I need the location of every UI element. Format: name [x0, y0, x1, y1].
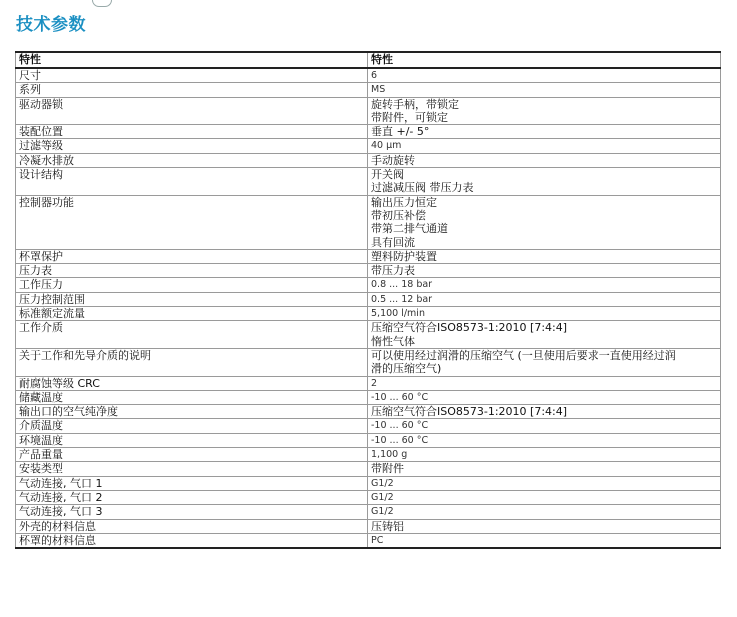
table-row — [16, 533, 721, 548]
table-row — [16, 195, 721, 249]
spec-label: 标准额定流量 — [16, 307, 368, 321]
spec-label: 杯罩的材料信息 — [16, 533, 368, 548]
spec-label: 输出口的空气纯净度 — [16, 405, 368, 419]
spec-value: 40 µm — [368, 139, 721, 153]
table-row — [16, 83, 721, 97]
spec-value: 5,100 l/min — [368, 307, 721, 321]
spec-label: 控制器功能 — [16, 195, 368, 249]
spec-value: 6 — [368, 68, 721, 83]
spec-label: 装配位置 — [16, 125, 368, 139]
spec-value: 手动旋转 — [368, 153, 721, 167]
spec-label: 驱动器锁 — [16, 97, 368, 125]
table-row — [16, 292, 721, 306]
spec-label: 安装类型 — [16, 462, 368, 476]
table-row — [16, 519, 721, 533]
spec-value: 带压力表 — [368, 264, 721, 278]
spec-value: 旋转手柄，带锁定 带附件，可锁定 — [368, 97, 721, 125]
spec-value: 压缩空气符合ISO8573-1:2010 [7:4:4] — [368, 405, 721, 419]
spec-table — [15, 51, 721, 549]
spec-value: PC — [368, 533, 721, 548]
spec-label: 尺寸 — [16, 68, 368, 83]
page-title: 技术参数 — [16, 15, 86, 35]
spec-label: 关于工作和先导介质的说明 — [16, 348, 368, 376]
spec-value: MS — [368, 83, 721, 97]
spec-value: G1/2 — [368, 476, 721, 490]
spec-label: 冷凝水排放 — [16, 153, 368, 167]
spec-label: 环境温度 — [16, 433, 368, 447]
table-row — [16, 490, 721, 504]
table-header-row — [16, 52, 721, 68]
spec-label: 压力控制范围 — [16, 292, 368, 306]
table-row — [16, 139, 721, 153]
spec-value: 压缩空气符合ISO8573-1:2010 [7:4:4] 惰性气体 — [368, 321, 721, 349]
table-row — [16, 307, 721, 321]
spec-value: 0.5 ... 12 bar — [368, 292, 721, 306]
spec-value: G1/2 — [368, 490, 721, 504]
table-row — [16, 376, 721, 390]
spec-label: 产品重量 — [16, 448, 368, 462]
spec-label: 储藏温度 — [16, 390, 368, 404]
table-row — [16, 448, 721, 462]
table-row — [16, 505, 721, 519]
column-header-feature: 特性 — [16, 52, 368, 68]
table-row — [16, 419, 721, 433]
spec-value: 塑料防护装置 — [368, 249, 721, 263]
table-row — [16, 405, 721, 419]
spec-value: 可以使用经过润滑的压缩空气 (一旦使用后要求一直使用经过润 滑的压缩空气) — [368, 348, 721, 376]
spec-label: 压力表 — [16, 264, 368, 278]
spec-label: 工作介质 — [16, 321, 368, 349]
spec-label: 气动连接, 气口 1 — [16, 476, 368, 490]
table-row — [16, 97, 721, 125]
spec-value: 垂直 +/- 5° — [368, 125, 721, 139]
table-row — [16, 390, 721, 404]
spec-value: -10 ... 60 °C — [368, 390, 721, 404]
spec-value: 带附件 — [368, 462, 721, 476]
spec-value: 2 — [368, 376, 721, 390]
spec-value: 压铸铝 — [368, 519, 721, 533]
table-row — [16, 433, 721, 447]
spec-value: 输出压力恒定 带初压补偿 带第二排气通道 具有回流 — [368, 195, 721, 249]
table-row — [16, 476, 721, 490]
spec-label: 杯罩保护 — [16, 249, 368, 263]
table-row — [16, 321, 721, 349]
spec-label: 气动连接, 气口 3 — [16, 505, 368, 519]
decorative-mark — [92, 0, 112, 7]
spec-label: 系列 — [16, 83, 368, 97]
spec-label: 工作压力 — [16, 278, 368, 292]
column-header-value: 特性 — [368, 52, 721, 68]
spec-value: -10 ... 60 °C — [368, 433, 721, 447]
spec-value: G1/2 — [368, 505, 721, 519]
spec-label: 过滤等级 — [16, 139, 368, 153]
spec-label: 外壳的材料信息 — [16, 519, 368, 533]
table-row — [16, 278, 721, 292]
spec-label: 介质温度 — [16, 419, 368, 433]
spec-value: 0.8 ... 18 bar — [368, 278, 721, 292]
table-row — [16, 249, 721, 263]
spec-label: 气动连接, 气口 2 — [16, 490, 368, 504]
table-row — [16, 462, 721, 476]
spec-value: -10 ... 60 °C — [368, 419, 721, 433]
spec-value: 1,100 g — [368, 448, 721, 462]
table-row — [16, 125, 721, 139]
table-row — [16, 348, 721, 376]
table-row — [16, 264, 721, 278]
spec-label: 耐腐蚀等级 CRC — [16, 376, 368, 390]
spec-value: 开关阀 过滤减压阀 带压力表 — [368, 168, 721, 196]
table-row — [16, 153, 721, 167]
table-row — [16, 168, 721, 196]
spec-table-body — [16, 68, 721, 548]
spec-label: 设计结构 — [16, 168, 368, 196]
table-row — [16, 68, 721, 83]
